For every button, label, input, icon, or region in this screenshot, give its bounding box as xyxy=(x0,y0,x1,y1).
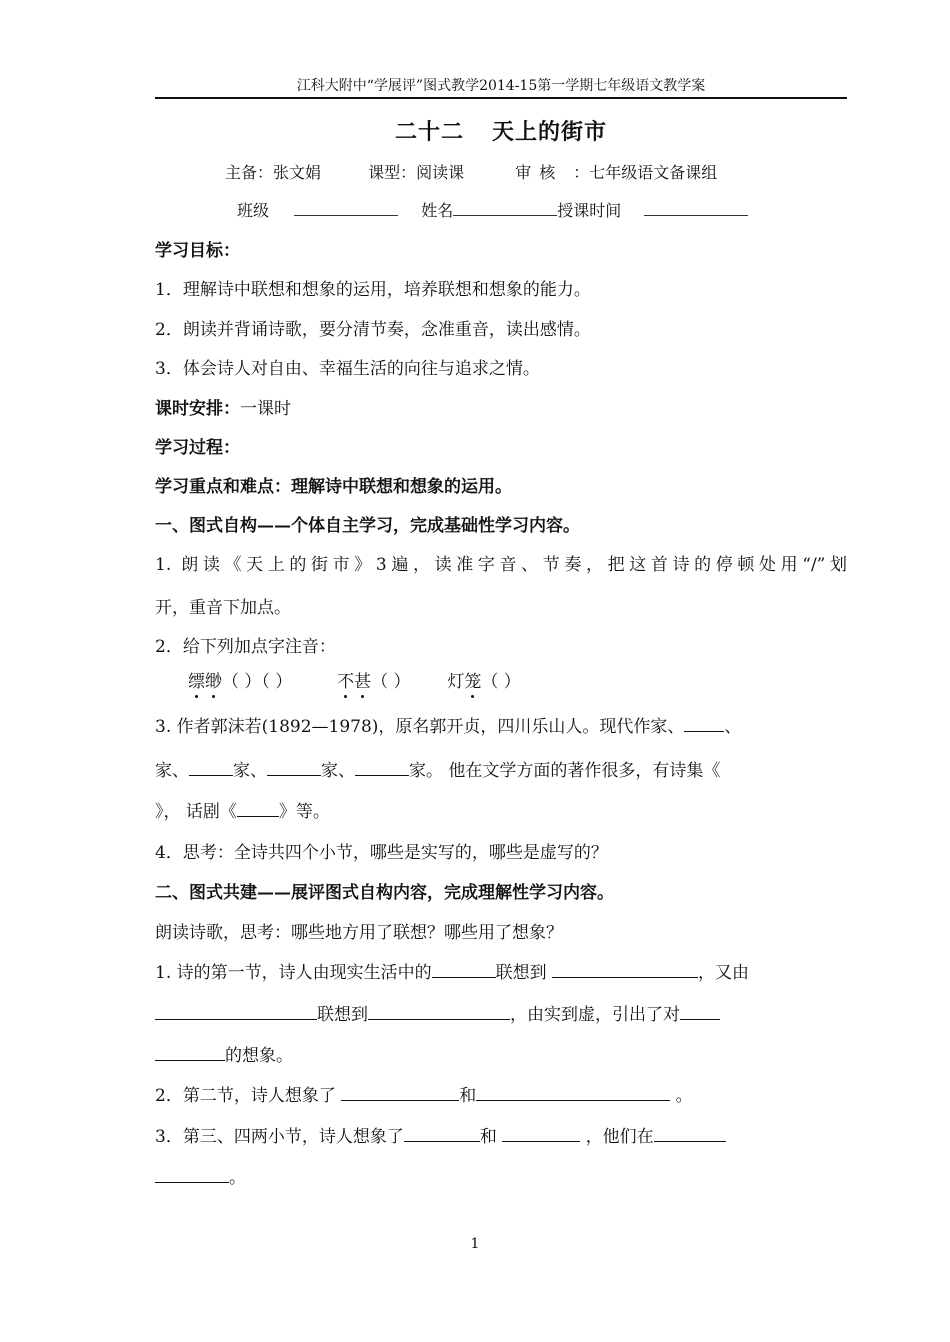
s2q1-text: ，又由 xyxy=(698,963,750,983)
answer-blank[interactable] xyxy=(432,961,496,978)
section2-heading: 二、图式共建——展评图式自构内容，完成理解性学习内容。 xyxy=(155,883,614,903)
s2q3-text: 和 xyxy=(479,1127,503,1147)
answer-blank[interactable] xyxy=(155,1166,229,1183)
s2-question-1-line2 xyxy=(155,1000,847,1025)
page-header: 江科大附中“学展评”图式教学2014-15第一学期七年级语文教学案 xyxy=(296,78,706,94)
s2q2-text: 2．第二节，诗人想象了 xyxy=(155,1086,342,1106)
q3-text: 、 xyxy=(724,717,742,737)
question-3-line3 xyxy=(155,797,847,822)
objective-item: 1．理解诗中联想和想象的运用，培养联想和想象的能力。 xyxy=(155,280,591,300)
answer-blank[interactable] xyxy=(680,1003,720,1020)
q3-text: 》， 话剧《 xyxy=(155,802,237,822)
reviewer: ：七年级语文备课组 xyxy=(573,163,718,182)
q3-text: 家、 xyxy=(321,761,355,781)
answer-blank[interactable] xyxy=(368,1003,510,1020)
s2-question-1-line1 xyxy=(155,958,847,983)
s2-question-3-line2 xyxy=(155,1163,847,1188)
pinyin-exercise xyxy=(188,667,521,692)
header-rule xyxy=(155,97,847,99)
process-heading: 学习过程： xyxy=(155,438,240,458)
objective-item: 2．朗读并背诵诗歌，要分清节奏，念准重音，读出感情。 xyxy=(155,320,591,340)
dotted-char: 缥 xyxy=(188,667,205,692)
answer-blank[interactable] xyxy=(654,1125,726,1142)
s2q3-text: 。 xyxy=(229,1168,246,1188)
s2-question-1-line3 xyxy=(155,1041,847,1066)
answer-blank[interactable] xyxy=(237,800,279,817)
pinyin-blank[interactable]: （ ） xyxy=(481,672,521,692)
question-3-line1 xyxy=(155,712,847,737)
answer-blank[interactable] xyxy=(155,1044,225,1061)
name-label: 姓名 xyxy=(421,201,454,220)
s2q3-text: 3．第三、四两小节，诗人想象了 xyxy=(155,1127,404,1147)
answer-blank[interactable] xyxy=(502,1125,580,1142)
s2q1-text: 联想到 xyxy=(495,963,553,983)
pinyin-blank[interactable]: （ ）（ ） xyxy=(222,672,293,692)
answer-blank[interactable] xyxy=(476,1084,670,1101)
s2-question-2 xyxy=(155,1081,847,1106)
s2q1-text: 联想到 xyxy=(317,1005,368,1025)
word-char: 灯 xyxy=(447,672,465,692)
answer-blank[interactable] xyxy=(404,1125,480,1142)
section1-heading: 一、图式自构——个体自主学习，完成基础性学习内容。 xyxy=(155,516,580,536)
schedule-label: 课时安排： xyxy=(155,399,240,419)
s2q3-text: ，他们在 xyxy=(580,1127,654,1147)
objective-item: 3．体会诗人对自由、幸福生活的向往与追求之情。 xyxy=(155,359,540,379)
time-blank[interactable] xyxy=(644,201,748,216)
question-1-line2: 开，重音下加点。 xyxy=(155,598,291,618)
section2-intro: 朗读诗歌，思考：哪些地方用了联想？哪些用了想象？ xyxy=(155,923,563,943)
s2-question-3-line1 xyxy=(155,1122,847,1147)
s2q2-text: 。 xyxy=(670,1086,693,1106)
answer-blank[interactable] xyxy=(552,961,698,978)
q3-text: 3. 作者郭沫若(1892—1978)，原名郭开贞，四川乐山人。现代作家、 xyxy=(155,717,685,737)
answer-blank[interactable] xyxy=(267,759,321,776)
schedule-value: 一课时 xyxy=(240,399,291,419)
lesson-meta xyxy=(225,160,717,183)
lesson-type: 课型：阅读课 xyxy=(368,163,465,182)
s2q1-text: 的想象。 xyxy=(225,1046,293,1066)
objectives-heading: 学习目标： xyxy=(155,241,240,261)
answer-blank[interactable] xyxy=(684,715,724,732)
pinyin-blank[interactable]: （ ） xyxy=(371,672,411,692)
answer-blank[interactable] xyxy=(341,1084,459,1101)
lesson-name: 天上的街市 xyxy=(492,119,608,145)
q3-text: 家、 xyxy=(233,761,267,781)
lesson-title xyxy=(155,115,847,146)
class-label: 班级 xyxy=(237,201,270,220)
reviewer-label: 审核 xyxy=(515,163,564,182)
name-blank[interactable] xyxy=(453,201,557,216)
answer-blank[interactable] xyxy=(189,759,233,776)
question-3-line2 xyxy=(155,756,847,781)
q3-text: 家。 他在文学方面的著作很多，有诗集《 xyxy=(409,761,721,781)
question-2: 2．给下列加点字注音： xyxy=(155,637,336,657)
preparer: 主备：张文娟 xyxy=(225,163,322,182)
lesson-number: 二十二 xyxy=(394,119,464,145)
s2q1-text: ，由实到虚，引出了对 xyxy=(510,1005,680,1025)
answer-blank[interactable] xyxy=(155,1003,317,1020)
key-points: 学习重点和难点：理解诗中联想和想象的运用。 xyxy=(155,477,512,497)
page-number: 1 xyxy=(470,1236,480,1252)
class-info-line xyxy=(237,198,748,221)
s2q1-text: 1. 诗的第一节，诗人由现实生活中的 xyxy=(155,963,432,983)
answer-blank[interactable] xyxy=(355,759,409,776)
schedule-line xyxy=(155,394,847,419)
class-blank[interactable] xyxy=(294,201,398,216)
dotted-char: 缈 xyxy=(205,667,222,692)
time-label: 授课时间 xyxy=(557,201,622,220)
q3-text: 家、 xyxy=(155,761,189,781)
question-4: 4．思考：全诗共四个小节，哪些是实写的，哪些是虚写的？ xyxy=(155,843,608,863)
dotted-char: 甚 xyxy=(354,667,371,692)
dotted-char: 不 xyxy=(337,667,354,692)
q3-text: 》等。 xyxy=(278,802,330,822)
s2q2-text: 和 xyxy=(459,1086,477,1106)
question-1-line1: 1. 朗读《天上的街市》3遍，读准字音、节奏，把这首诗的停顿处用“/”划 xyxy=(155,555,847,575)
dotted-char: 笼 xyxy=(464,667,481,692)
